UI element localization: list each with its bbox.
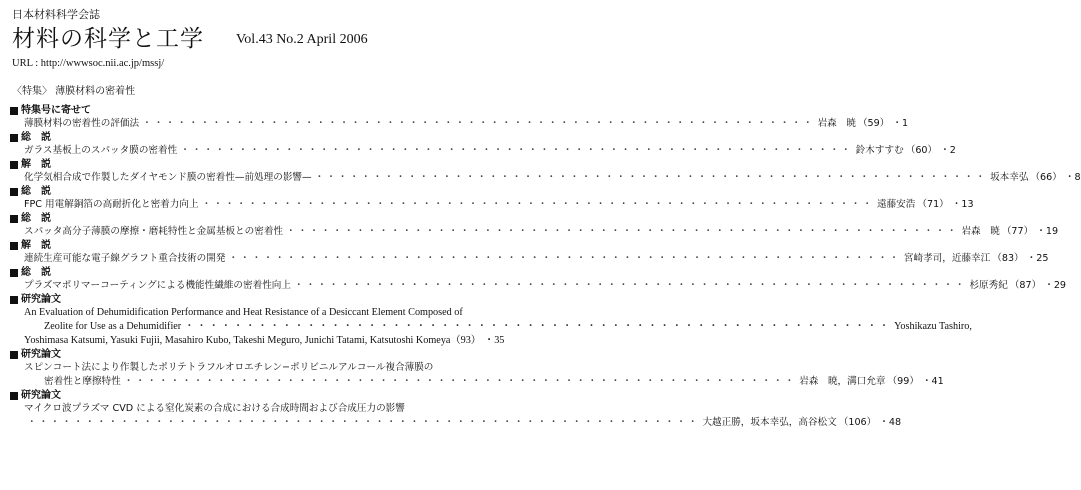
section-heading: 研究論文 (10, 293, 502, 306)
entry-page: ・48 (879, 417, 902, 428)
issue-info: Vol.43 No.2 April 2006 (236, 32, 368, 47)
toc-section (10, 158, 1081, 185)
entry-title: 連続生産可能な電子線グラフト重合技術の開発 (24, 253, 226, 264)
entry-ref: （93） (450, 335, 481, 346)
entry-title: ガラス基板上のスパッタ膜の密着性 (24, 145, 178, 156)
toc-section (10, 266, 1067, 293)
toc-entry (10, 416, 902, 430)
square-bullet-icon (10, 134, 18, 142)
entry-page: ・25 (1026, 253, 1049, 264)
entry-ref: （71） (917, 199, 949, 210)
leader-dots (24, 416, 702, 430)
square-bullet-icon (10, 161, 18, 169)
entry-title: プラズマポリマーコーティングによる機能性繊維の密着性向上 (24, 280, 291, 291)
toc-entry[interactable] (10, 375, 944, 389)
toc-entry[interactable] (10, 279, 1067, 293)
leader-dots (181, 320, 894, 334)
entry-ref: （99） (887, 376, 919, 387)
toc-section (10, 389, 902, 430)
square-bullet-icon (10, 296, 18, 304)
entry-author: 大越正勝，坂本幸弘，高谷松文 (702, 417, 837, 428)
entry-page: ・41 (921, 376, 944, 387)
society-name: 日本材料科学会誌 (12, 8, 100, 21)
leader-dots (283, 225, 961, 239)
table-of-contents (10, 104, 1081, 430)
paper-title-line[interactable]: マイクロ波プラズマ CVD による窒化炭素の合成における合成時間および合成圧力の影響 (24, 403, 405, 414)
entry-page: ・1 (892, 118, 909, 129)
square-bullet-icon (10, 269, 18, 277)
toc-entry[interactable] (10, 171, 1081, 185)
section-heading: 特集号に寄せて (10, 104, 502, 117)
toc-section (10, 104, 909, 131)
entry-ref: （77） (1001, 226, 1034, 237)
entry-author: 岩森 暁 (961, 226, 1000, 237)
entry-page: ・29 (1044, 280, 1067, 291)
leader-dots (177, 144, 855, 158)
section-heading: 総 説 (10, 212, 502, 225)
paper-title-line[interactable]: An Evaluation of Dehumidification Performance and Heat Resistance of a Desiccant Element Composed of (24, 307, 463, 318)
entry-title: 薄膜材料の密着性の評価法 (24, 118, 140, 129)
toc-entry[interactable] (10, 320, 972, 334)
toc-entry[interactable] (10, 117, 909, 131)
toc-section (10, 212, 1059, 239)
toc-entry[interactable] (10, 198, 974, 212)
entry-authors: Yoshimasa Katsumi, Yasuki Fujii, Masahiro Kubo, Takeshi Meguro, Junichi Tatami, Katsutoshi Komeya (24, 335, 451, 346)
entry-page: ・19 (1036, 226, 1059, 237)
entry-title: FPC 用電解銅箔の高耐折化と密着力向上 (24, 199, 199, 210)
entry-ref: （66） (1030, 172, 1062, 183)
entry-author: 岩森 暁，溝口允章 (799, 376, 886, 387)
toc-section (10, 239, 1049, 266)
toc-section (10, 348, 944, 389)
entry-title: Zeolite for Use as a Dehumidifier (44, 321, 182, 332)
section-heading: 総 説 (10, 131, 502, 144)
entry-author: 坂本幸弘 (990, 172, 1029, 183)
toc-entry[interactable] (10, 225, 1059, 239)
entry-author: 遠藤安浩 (877, 199, 916, 210)
leader-dots (121, 375, 799, 389)
entry-ref: （83） (992, 253, 1024, 264)
entry-ref: （106） (838, 417, 877, 428)
entry-title: スパッタ高分子薄膜の摩擦・磨耗特性と金属基板との密着性 (24, 226, 284, 237)
section-heading: 解 説 (10, 158, 502, 171)
journal-url[interactable]: URL : http://wwwsoc.nii.ac.jp/mssj/ (12, 58, 165, 69)
leader-dots (312, 171, 990, 185)
square-bullet-icon (10, 215, 18, 223)
square-bullet-icon (10, 107, 18, 115)
section-heading: 研究論文 (10, 389, 502, 402)
entry-title: 化学気相合成で作製したダイヤモンド膜の密着性—前処理の影響— (24, 172, 312, 183)
entry-author: Yoshikazu Tashiro, (894, 321, 972, 332)
leader-dots (225, 252, 903, 266)
paper-title-line[interactable]: スピンコート法により作製したポリテトラフルオロエチレン−ポリビニルアルコール複合薄膜の (24, 362, 434, 373)
entry-author: 鈴木すすむ (855, 145, 904, 156)
entry-ref: （59） (857, 118, 890, 129)
feature-title: 〈特集〉 薄膜材料の密着性 (12, 86, 136, 97)
entry-ref: （60） (905, 145, 938, 156)
entry-author: 岩森 暁 (817, 118, 856, 129)
entry-title: 密着性と摩擦特性 (44, 376, 121, 387)
toc-entry[interactable] (10, 252, 1049, 266)
entry-ref: （87） (1009, 280, 1042, 291)
entry-author: 宮崎孝司，近藤幸江 (903, 253, 991, 264)
section-heading: 総 説 (10, 266, 502, 279)
square-bullet-icon (10, 188, 18, 196)
section-heading: 総 説 (10, 185, 502, 198)
leader-dots (291, 279, 969, 293)
entry-page: ・13 (951, 199, 974, 210)
toc-entry[interactable] (10, 144, 956, 158)
author-line (10, 334, 505, 348)
entry-page: ・8 (1064, 172, 1081, 183)
section-heading: 解 説 (10, 239, 502, 252)
toc-section (10, 185, 974, 212)
toc-section (10, 293, 972, 348)
square-bullet-icon (10, 242, 18, 250)
square-bullet-icon (10, 392, 18, 400)
entry-page: ・35 (484, 335, 505, 346)
leader-dots (139, 117, 817, 131)
journal-title: 材料の科学と工学 (12, 26, 204, 52)
toc-section (10, 131, 956, 158)
entry-author: 杉原秀紀 (969, 280, 1008, 291)
square-bullet-icon (10, 351, 18, 359)
leader-dots (199, 198, 877, 212)
section-heading: 研究論文 (10, 348, 502, 361)
entry-page: ・2 (940, 145, 956, 156)
